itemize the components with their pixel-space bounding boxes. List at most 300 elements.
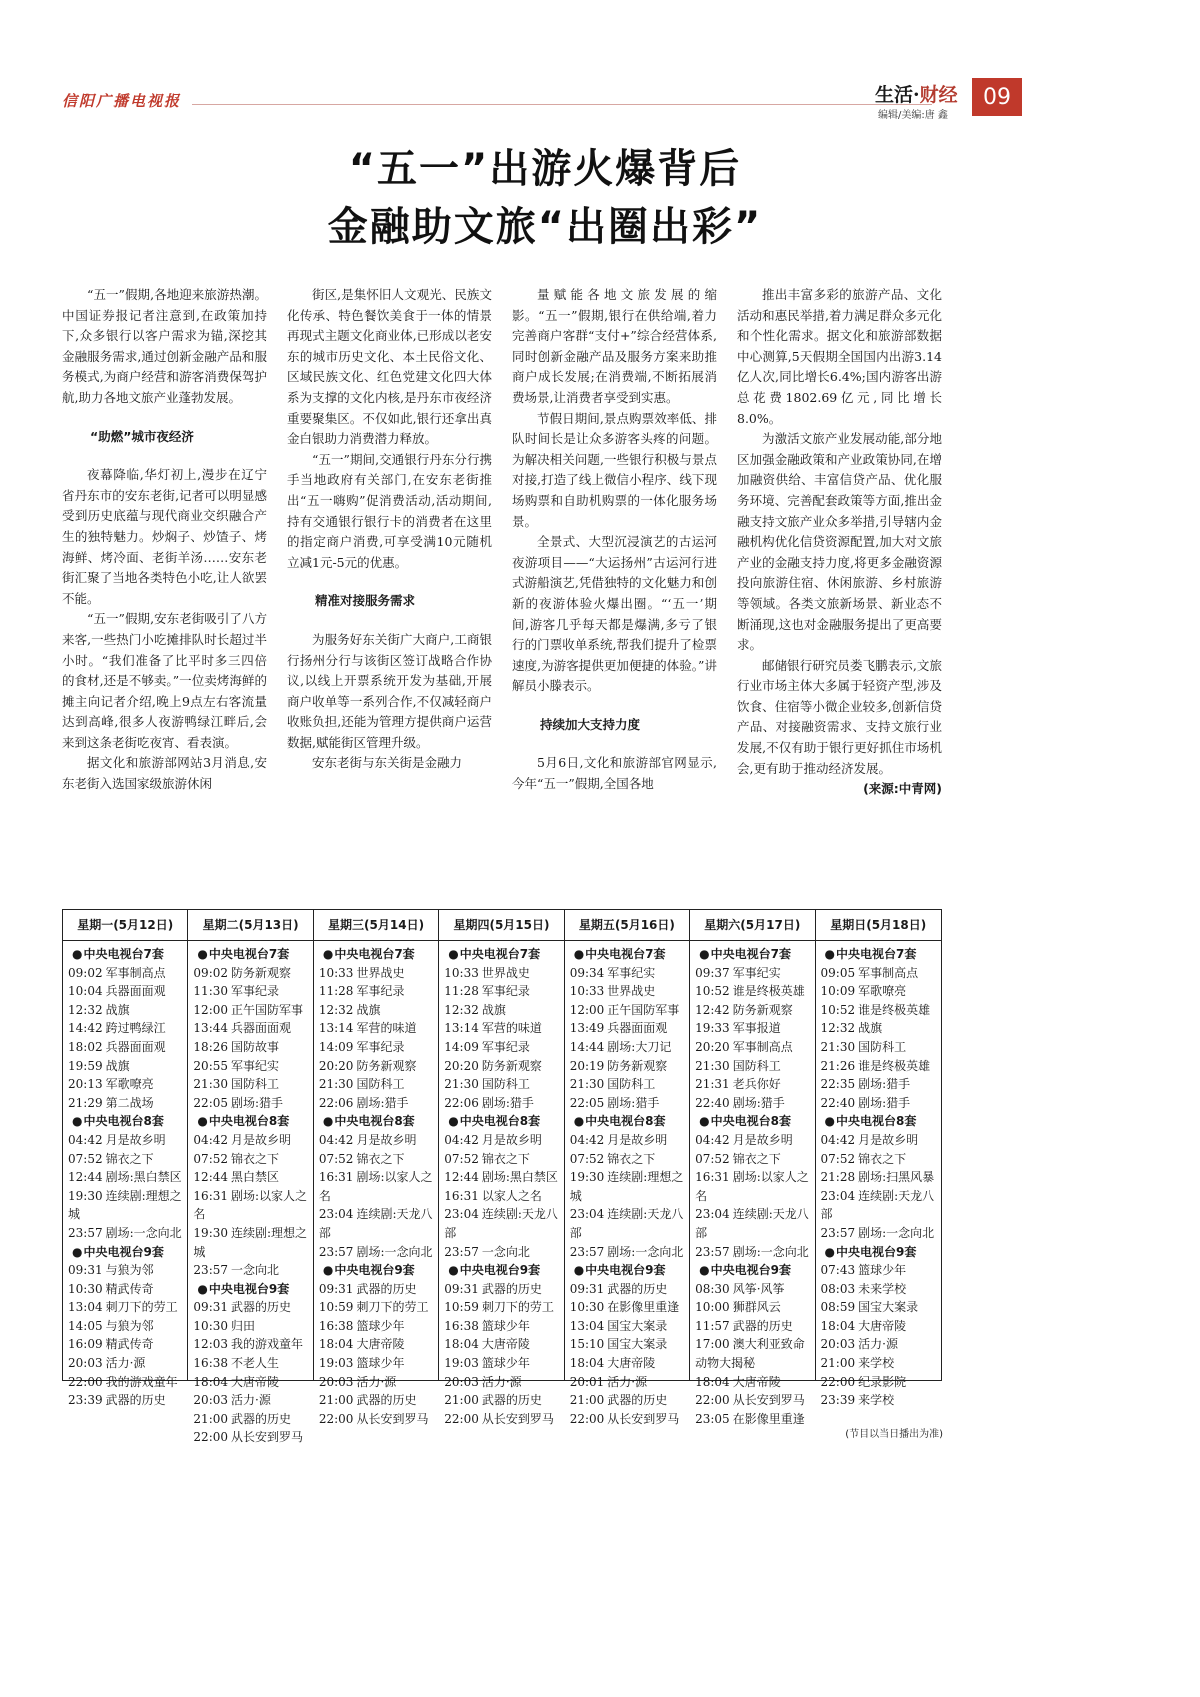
schedule-day-column	[314, 910, 439, 1426]
program-title: 武器的历史	[231, 1300, 292, 1315]
program-title: 战旗	[858, 1021, 883, 1036]
program-entry	[695, 1168, 811, 1205]
program-time: 23:04	[569, 1207, 605, 1222]
paragraph: 夜幕降临,华灯初上,漫步在辽宁省丹东市的安东老街,记者可以明显感受到历史底蕴与现代商业交织融合产生的独特魅力。炒焖子、炒馇子、烤海鲜、烤冷面、老街羊汤……安东老街汇聚了当地各类特色小吃,让人欲罢不能。	[62, 467, 267, 606]
program-entry	[570, 1057, 686, 1076]
program-time: 18:04	[318, 1337, 354, 1352]
channel-heading: ● 中央电视台9套	[448, 1261, 560, 1280]
program-title: 国宝大案录	[858, 1300, 919, 1315]
program-entry	[444, 1298, 560, 1317]
program-title: 军营的味道	[481, 1021, 542, 1036]
program-entry	[695, 1280, 811, 1299]
program-entry	[695, 1001, 811, 1020]
schedule-day-column	[188, 910, 313, 1445]
program-time: 12:42	[695, 1002, 730, 1017]
program-time: 22:06	[318, 1095, 354, 1110]
channel-heading: ● 中央电视台9套	[197, 1280, 309, 1299]
program-entry	[68, 1261, 184, 1280]
program-entry	[570, 1373, 686, 1392]
program-title: 连续剧:天龙八部	[318, 1207, 433, 1240]
program-entry	[821, 1057, 938, 1076]
program-time: 20:20	[444, 1058, 479, 1073]
program-entry	[444, 1280, 560, 1299]
program-title: 世界战史	[356, 965, 405, 980]
program-entry	[821, 1038, 938, 1057]
program-title: 国防科工	[858, 1039, 907, 1054]
program-title: 连续剧:天龙八部	[444, 1207, 558, 1240]
program-title: 从长安到罗马	[732, 1393, 805, 1408]
program-time: 16:38	[444, 1318, 479, 1333]
program-title: 黑白禁区	[231, 1170, 280, 1185]
program-time: 22:00	[569, 1411, 605, 1426]
program-time: 09:05	[820, 965, 856, 980]
program-entry	[193, 982, 309, 1001]
program-entry	[319, 964, 435, 983]
program-entry	[695, 1075, 811, 1094]
program-time: 18:04	[820, 1318, 856, 1333]
paragraph: “五一”期间,交通银行丹东分行携手当地政府有关部门,在安东老街推出“五一嗨购”促消费活动,活动期间,持有交通银行银行卡的消费者在这里的指定商户消费,可享受满10元随机立减1元-5元的优惠。	[287, 451, 492, 570]
program-entry	[444, 1019, 560, 1038]
program-time: 13:49	[569, 1021, 605, 1036]
program-title: 防务新观察	[607, 1058, 668, 1073]
article-column-1	[62, 285, 267, 885]
schedule-day-column	[439, 910, 564, 1426]
program-entry	[68, 1057, 184, 1076]
program-time: 09:02	[193, 965, 229, 980]
program-title: 军事纪录	[356, 984, 405, 999]
program-entry	[444, 1150, 560, 1169]
program-entry	[319, 1019, 435, 1038]
program-time: 20:20	[695, 1039, 730, 1054]
program-time: 20:13	[68, 1077, 103, 1092]
masthead	[62, 86, 1022, 126]
program-entry	[695, 964, 811, 983]
program-title: 国防科工	[356, 1077, 405, 1092]
section-prefix: 生活·	[875, 84, 920, 106]
program-time: 21:31	[695, 1077, 730, 1092]
program-title: 国防科工	[607, 1077, 656, 1092]
program-title: 军营的味道	[356, 1021, 417, 1036]
program-entry	[319, 1298, 435, 1317]
program-title: 锦衣之下	[105, 1151, 154, 1166]
program-entry	[68, 1298, 184, 1317]
program-time: 22:00	[820, 1374, 856, 1389]
program-title: 军事纪录	[481, 984, 530, 999]
paragraph: 安东老街与东关街是金融力	[312, 755, 463, 771]
program-entry	[444, 1317, 560, 1336]
program-entry	[695, 1038, 811, 1057]
program-time: 21:30	[318, 1077, 354, 1092]
program-title: 武器的历史	[481, 1393, 542, 1408]
channel-heading: ● 中央电视台7套	[825, 945, 938, 964]
program-entry	[695, 1094, 811, 1113]
program-title: 世界战史	[481, 965, 530, 980]
program-entry	[444, 1168, 560, 1187]
program-entry	[695, 1205, 811, 1242]
program-entry	[444, 1243, 560, 1262]
program-title: 剧场:扫黑风暴	[858, 1170, 935, 1185]
program-entry	[68, 1094, 184, 1113]
program-title: 大唐帝陵	[858, 1318, 907, 1333]
program-time: 13:04	[68, 1300, 103, 1315]
program-entry	[68, 1224, 184, 1243]
schedule-day-header: 星期三(5月14日)	[314, 910, 438, 941]
program-time: 11:28	[444, 984, 479, 999]
program-title: 锦衣之下	[356, 1151, 405, 1166]
program-time: 10:59	[444, 1300, 479, 1315]
program-time: 23:39	[820, 1393, 856, 1408]
program-time: 23:57	[695, 1244, 730, 1259]
program-time: 16:31	[193, 1188, 229, 1203]
program-time: 19:33	[695, 1021, 730, 1036]
program-title: 锦衣之下	[481, 1151, 530, 1166]
program-time: 23:57	[569, 1244, 605, 1259]
paragraph: 为服务好东关街广大商户,工商银行扬州分行与该街区签订战略合作协议,以线上开票系统开发为基础,开展商户收单等一系列合作,不仅减轻商户收账负担,还能为管理方提供商户运营数据,赋能街区管理升级。	[287, 631, 492, 750]
program-entry	[193, 1168, 309, 1187]
program-entry	[68, 1150, 184, 1169]
program-entry	[821, 1373, 938, 1392]
program-title: 世界战史	[607, 984, 656, 999]
program-entry	[319, 1410, 435, 1429]
program-time: 20:01	[569, 1374, 605, 1389]
schedule-day-column	[565, 910, 690, 1426]
program-title: 剧场:以家人之名	[695, 1170, 809, 1203]
program-time: 20:03	[444, 1374, 479, 1389]
program-time: 23:04	[318, 1207, 354, 1222]
program-title: 连续剧:理想之城	[193, 1225, 308, 1259]
program-title: 军歌嘹亮	[105, 1077, 154, 1092]
program-time: 22:00	[318, 1411, 354, 1426]
program-title: 刺刀下的劳工	[481, 1300, 554, 1315]
program-entry	[68, 1038, 184, 1057]
program-title: 武器的历史	[231, 1411, 292, 1426]
program-entry	[193, 1094, 309, 1113]
program-entry	[444, 1075, 560, 1094]
program-title: 篮球少年	[481, 1318, 530, 1333]
program-entry	[193, 1335, 309, 1354]
program-title: 风筝·风筝	[732, 1281, 785, 1296]
program-title: 从长安到罗马	[481, 1411, 554, 1426]
program-entry	[68, 1187, 184, 1224]
program-title: 剧场:猎手	[732, 1095, 785, 1110]
program-time: 04:42	[193, 1132, 229, 1147]
program-entry	[695, 1410, 811, 1429]
program-title: 在影像里重逢	[607, 1300, 680, 1315]
program-entry	[695, 1373, 811, 1392]
program-time: 23:57	[318, 1244, 354, 1259]
program-entry	[570, 1335, 686, 1354]
program-entry	[68, 1335, 184, 1354]
program-time: 21:30	[193, 1077, 229, 1092]
program-title: 月是故乡明	[105, 1132, 166, 1147]
program-time: 07:52	[569, 1151, 605, 1166]
article-column-3	[512, 285, 717, 885]
program-title: 剧场:猎手	[607, 1095, 660, 1110]
program-time: 15:10	[569, 1337, 605, 1352]
subheading: 持续加大支持力度	[540, 716, 641, 732]
program-time: 10:33	[444, 965, 479, 980]
program-entry	[570, 1075, 686, 1094]
program-entry	[444, 1373, 560, 1392]
program-time: 04:42	[68, 1132, 103, 1147]
program-time: 09:37	[695, 965, 730, 980]
program-title: 连续剧:天龙八部	[820, 1188, 935, 1222]
program-title: 澳大利亚致命动物大揭秘	[695, 1337, 805, 1371]
program-entry	[570, 1298, 686, 1317]
program-time: 16:31	[695, 1170, 730, 1185]
program-title: 月是故乡明	[231, 1132, 292, 1147]
program-title: 来学校	[858, 1356, 895, 1371]
program-entry	[821, 1224, 938, 1243]
program-entry	[821, 1280, 938, 1299]
channel-heading: ● 中央电视台7套	[448, 945, 560, 964]
program-title: 防务新观察	[481, 1058, 542, 1073]
program-time: 09:31	[68, 1263, 103, 1278]
program-time: 16:31	[318, 1170, 354, 1185]
program-title: 剧场:猎手	[231, 1095, 284, 1110]
program-title: 战旗	[481, 1002, 506, 1017]
program-time: 20:03	[820, 1337, 856, 1352]
program-time: 23:57	[444, 1244, 479, 1259]
program-title: 从长安到罗马	[231, 1430, 304, 1445]
program-entry	[319, 1094, 435, 1113]
schedule-day-header: 星期五(5月16日)	[565, 910, 689, 941]
editor-credit: 编辑/美编:唐 鑫	[878, 110, 948, 121]
program-entry	[570, 1038, 686, 1057]
program-entry	[193, 1373, 309, 1392]
program-title: 兵器面面观	[105, 984, 166, 999]
program-title: 战旗	[105, 1002, 130, 1017]
channel-heading: ● 中央电视台7套	[197, 945, 309, 964]
program-time: 21:26	[820, 1058, 856, 1073]
program-time: 21:00	[193, 1411, 229, 1426]
program-entry	[821, 1094, 938, 1113]
program-title: 连续剧:天龙八部	[695, 1207, 809, 1240]
headline-line-2: 金融助文旅“出圈出彩”	[327, 204, 763, 250]
program-time: 14:42	[68, 1021, 103, 1036]
program-time: 22:00	[444, 1411, 479, 1426]
program-entry	[319, 1075, 435, 1094]
schedule-day-body	[314, 941, 438, 1428]
program-entry	[821, 982, 938, 1001]
program-title: 连续剧:理想之城	[569, 1170, 684, 1203]
program-entry	[319, 1205, 435, 1242]
program-entry	[695, 1150, 811, 1169]
program-title: 月是故乡明	[607, 1132, 668, 1147]
program-title: 不老人生	[231, 1356, 280, 1371]
program-entry	[570, 964, 686, 983]
program-entry	[193, 1298, 309, 1317]
program-time: 12:32	[68, 1002, 103, 1017]
program-title: 剧场:猎手	[858, 1095, 911, 1110]
program-title: 军事纪录	[481, 1039, 530, 1054]
program-time: 14:09	[444, 1039, 479, 1054]
program-time: 07:52	[68, 1151, 103, 1166]
program-title: 篮球少年	[356, 1318, 405, 1333]
program-title: 连续剧:天龙八部	[569, 1207, 684, 1240]
program-entry	[444, 964, 560, 983]
program-title: 国防科工	[732, 1058, 781, 1073]
program-entry	[319, 1354, 435, 1373]
program-title: 军事制高点	[105, 965, 166, 980]
schedule-day-body	[63, 941, 187, 1410]
program-entry	[68, 1373, 184, 1392]
channel-heading: ● 中央电视台7套	[72, 945, 184, 964]
program-entry	[570, 1391, 686, 1410]
program-time: 17:00	[695, 1337, 730, 1352]
program-entry	[319, 1243, 435, 1262]
program-title: 活力·源	[481, 1374, 522, 1389]
program-title: 篮球少年	[481, 1356, 530, 1371]
program-title: 锦衣之下	[231, 1151, 280, 1166]
program-time: 22:00	[695, 1393, 730, 1408]
program-title: 剧场:猎手	[858, 1077, 911, 1092]
program-entry	[570, 1317, 686, 1336]
program-time: 21:00	[569, 1393, 605, 1408]
program-time: 18:26	[193, 1039, 229, 1054]
channel-heading: ● 中央电视台9套	[323, 1261, 435, 1280]
program-title: 从长安到罗马	[607, 1411, 680, 1426]
program-entry	[821, 1298, 938, 1317]
program-entry	[821, 1001, 938, 1020]
channel-heading: ● 中央电视台8套	[574, 1112, 686, 1131]
program-title: 剧场:黑白禁区	[481, 1170, 558, 1185]
program-time: 11:30	[193, 984, 229, 999]
program-title: 与狼为邻	[105, 1318, 154, 1333]
section-accent: 财经	[919, 84, 958, 106]
program-entry	[570, 1168, 686, 1205]
program-time: 19:30	[193, 1225, 229, 1240]
channel-heading: ● 中央电视台8套	[72, 1112, 184, 1131]
program-entry	[193, 1057, 309, 1076]
program-title: 篮球少年	[356, 1356, 405, 1371]
program-time: 09:31	[193, 1300, 229, 1315]
program-title: 剧场:一念向北	[607, 1244, 684, 1259]
program-time: 10:30	[193, 1318, 229, 1333]
program-time: 12:44	[444, 1170, 479, 1185]
program-entry	[444, 1057, 560, 1076]
program-entry	[319, 1335, 435, 1354]
program-title: 防务新观察	[732, 1002, 793, 1017]
program-time: 08:59	[820, 1300, 856, 1315]
article-source: (来源:中青网)	[863, 781, 942, 797]
program-time: 23:04	[695, 1207, 730, 1222]
program-title: 精武传奇	[105, 1337, 154, 1352]
program-title: 锦衣之下	[858, 1151, 907, 1166]
program-title: 武器的历史	[607, 1393, 668, 1408]
program-time: 07:52	[318, 1151, 354, 1166]
program-time: 13:14	[318, 1021, 354, 1036]
program-title: 锦衣之下	[732, 1151, 781, 1166]
program-entry	[821, 1168, 938, 1187]
program-title: 剧场:以家人之名	[318, 1170, 433, 1203]
program-time: 04:42	[569, 1132, 605, 1147]
program-time: 12:32	[318, 1002, 354, 1017]
program-time: 18:04	[569, 1356, 605, 1371]
program-title: 武器的历史	[732, 1318, 793, 1333]
program-title: 武器的历史	[356, 1393, 417, 1408]
program-title: 剧场:黑白禁区	[105, 1170, 182, 1185]
paragraph: “五一”假期,安东老街吸引了八方来客,一些热门小吃摊排队时长超过半小时。“我们准备了比平时多三四倍的食材,还是不够卖。”一位卖烤海鲜的摊主向记者介绍,晚上9点左右客流量达到高峰,很多人夜游鸭绿江畔后,会来到这条老街吃夜宵、看表演。	[62, 611, 267, 750]
program-title: 月是故乡明	[356, 1132, 417, 1147]
channel-heading: ● 中央电视台9套	[825, 1243, 938, 1262]
program-entry	[319, 1038, 435, 1057]
program-time: 08:03	[820, 1281, 856, 1296]
program-entry	[68, 1075, 184, 1094]
program-time: 23:57	[820, 1225, 856, 1240]
program-entry	[444, 1205, 560, 1242]
channel-heading: ● 中央电视台7套	[699, 945, 811, 964]
program-time: 04:42	[318, 1132, 354, 1147]
program-title: 月是故乡明	[481, 1132, 542, 1147]
program-title: 剧场:猎手	[356, 1095, 409, 1110]
program-title: 精武传奇	[105, 1281, 154, 1296]
program-entry	[444, 1391, 560, 1410]
program-time: 12:44	[68, 1170, 103, 1185]
program-title: 大唐帝陵	[481, 1337, 530, 1352]
program-time: 12:44	[193, 1170, 229, 1185]
program-title: 军事报道	[732, 1021, 781, 1036]
program-time: 07:52	[193, 1151, 229, 1166]
program-title: 第二战场	[105, 1095, 154, 1110]
program-time: 13:04	[569, 1318, 605, 1333]
program-time: 18:04	[193, 1374, 229, 1389]
program-entry	[319, 1150, 435, 1169]
program-time: 20:03	[68, 1356, 103, 1371]
channel-heading: ● 中央电视台7套	[574, 945, 686, 964]
program-title: 老兵你好	[732, 1077, 781, 1092]
subheading: 精准对接服务需求	[315, 593, 416, 609]
program-time: 12:03	[193, 1337, 229, 1352]
program-entry	[319, 1317, 435, 1336]
program-time: 20:55	[193, 1058, 229, 1073]
program-time: 16:09	[68, 1337, 103, 1352]
program-time: 14:09	[318, 1039, 354, 1054]
program-entry	[68, 1391, 184, 1410]
program-time: 10:04	[68, 984, 103, 999]
program-title: 正午国防军事	[231, 1002, 304, 1017]
program-entry	[570, 982, 686, 1001]
schedule-day-body	[565, 941, 689, 1428]
program-entry	[319, 1001, 435, 1020]
program-entry	[193, 1224, 309, 1261]
program-entry	[695, 1131, 811, 1150]
paragraph: 为激活文旅产业发展动能,部分地区加强金融政策和产业政策协同,在增加融资供给、丰富信贷产品、优化服务环境、完善配套政策等方面,推出金融支持文旅产业众多举措,引导辖内金融机构优化信贷资源配置,加大对文旅产业的金融支持力度,将更多金融资源投向旅游住宿、休闲旅游、乡村旅游等领域。各类文旅新场景、新业态不断涌现,这也对金融服务提出了更高要求。	[737, 431, 942, 653]
program-time: 13:44	[193, 1021, 229, 1036]
paragraph: 街区,是集怀旧人文观光、民族文化传承、特色餐饮美食于一体的情景再现式主题文化商业体,已形成以老安东的城市历史文化、本土民俗文化、区域民族文化、红色党建文化四大体系为支撑的文化内核,是丹东市夜经济重要聚集区。不仅如此,银行还拿出真金白银助力消费潜力释放。	[287, 287, 492, 447]
program-entry	[68, 1280, 184, 1299]
program-time: 19:59	[68, 1058, 103, 1073]
program-entry	[68, 1001, 184, 1020]
program-entry	[193, 1001, 309, 1020]
program-title: 武器的历史	[607, 1281, 668, 1296]
channel-heading: ● 中央电视台7套	[323, 945, 435, 964]
program-title: 武器的历史	[481, 1281, 542, 1296]
program-title: 月是故乡明	[858, 1132, 919, 1147]
program-time: 22:06	[444, 1095, 479, 1110]
program-time: 04:42	[820, 1132, 856, 1147]
paragraph: 邮储银行研究员娄飞鹏表示,文旅行业市场主体大多属于轻资产型,涉及饮食、住宿等小微企业较多,创新信贷产品、对接融资需求、支持文旅行业发展,不仅有助于银行更好抓住市场机会,更有助于推动经济发展。	[737, 657, 942, 776]
program-title: 以家人之名	[481, 1188, 542, 1203]
program-entry	[570, 1150, 686, 1169]
program-entry	[821, 1335, 938, 1354]
program-time: 11:28	[318, 984, 354, 999]
program-title: 大唐帝陵	[231, 1374, 280, 1389]
program-entry	[695, 1057, 811, 1076]
program-title: 国防科工	[481, 1077, 530, 1092]
program-entry	[319, 1391, 435, 1410]
program-entry	[193, 1317, 309, 1336]
